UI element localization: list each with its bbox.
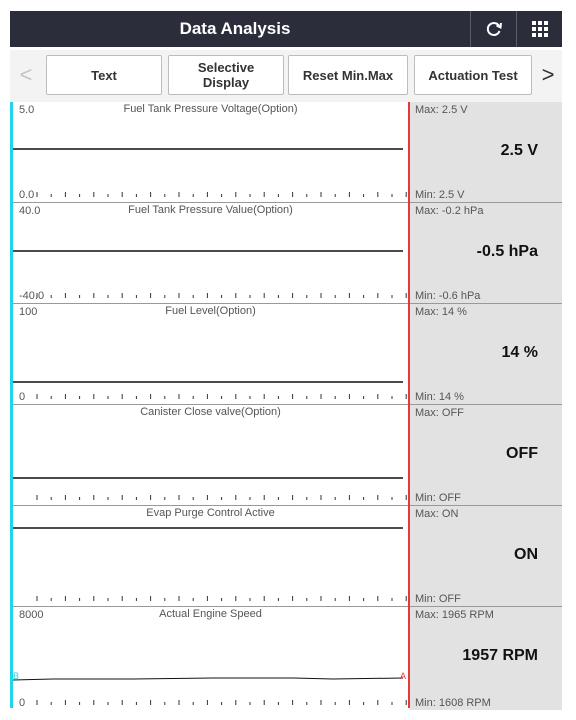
value-panel — [410, 102, 562, 202]
min-value: Min: 1608 RPM — [415, 697, 491, 709]
selective-display-label: Selective Display — [197, 60, 255, 90]
current-value: 14 % — [501, 344, 538, 361]
value-panel — [410, 506, 562, 606]
x-axis-ticks — [13, 494, 408, 500]
graph-line — [13, 405, 408, 505]
min-value: Min: 14 % — [415, 391, 464, 403]
graph-title: Fuel Tank Pressure Value(Option) — [128, 204, 293, 216]
scroll-left-button[interactable] — [12, 55, 40, 95]
min-value: Min: 2.5 V — [415, 189, 465, 201]
max-value: Max: OFF — [415, 407, 464, 419]
cursor-b-label: B — [13, 671, 20, 681]
graph-plot[interactable] — [13, 203, 408, 303]
graph-panel[interactable] — [10, 405, 562, 506]
graph-line — [13, 506, 408, 606]
refresh-icon — [484, 19, 504, 39]
cursor-a-label: A — [400, 671, 407, 681]
graph-plot[interactable] — [13, 405, 408, 505]
current-value: 2.5 V — [500, 142, 538, 159]
y-axis-min: -40.0 — [19, 290, 45, 302]
value-panel — [410, 203, 562, 303]
graph-plot[interactable] — [13, 304, 408, 404]
y-axis-max: 100 — [19, 306, 38, 318]
y-axis-max: 5.0 — [19, 104, 35, 116]
graph-plot[interactable] — [13, 102, 408, 202]
grid-menu-button[interactable] — [516, 11, 563, 47]
max-value: Max: ON — [415, 508, 459, 520]
x-axis-ticks — [13, 393, 408, 399]
value-panel — [410, 304, 562, 404]
graph-line — [13, 203, 408, 303]
x-axis-ticks — [13, 191, 408, 197]
graph-plot[interactable] — [13, 506, 408, 606]
current-value: -0.5 hPa — [476, 243, 538, 260]
page-title: Data Analysis — [179, 19, 291, 38]
graph-title: Actual Engine Speed — [159, 608, 262, 620]
graph-line — [13, 102, 408, 202]
graph-panel[interactable] — [10, 506, 562, 607]
cursor-b-line[interactable] — [10, 102, 13, 708]
value-panel — [410, 607, 562, 710]
x-axis-ticks — [13, 699, 408, 705]
graph-list[interactable] — [10, 102, 562, 710]
chevron-right-icon: > — [541, 62, 555, 87]
cursor-a-line[interactable] — [408, 102, 410, 708]
max-value: Max: 1965 RPM — [415, 609, 494, 621]
graph-title: Fuel Tank Pressure Voltage(Option) — [123, 103, 298, 115]
reset-min-max-button[interactable]: Reset Min.Max — [288, 55, 408, 95]
graph-panel[interactable] — [10, 203, 562, 304]
graph-title: Evap Purge Control Active — [146, 507, 275, 519]
min-value: Min: -0.6 hPa — [415, 290, 481, 302]
max-value: Max: -0.2 hPa — [415, 205, 484, 217]
graph-panel[interactable] — [10, 102, 562, 203]
current-value: OFF — [506, 445, 538, 462]
scroll-right-button[interactable] — [534, 55, 562, 95]
x-axis-ticks — [13, 292, 408, 298]
min-value: Min: OFF — [415, 593, 461, 605]
graph-title: Canister Close valve(Option) — [140, 406, 281, 418]
graph-plot[interactable] — [13, 607, 408, 710]
y-axis-max: 40.0 — [19, 205, 41, 217]
y-axis-min: 0.0 — [19, 189, 35, 201]
y-axis-max: 8000 — [19, 609, 44, 621]
refresh-button[interactable] — [470, 11, 517, 47]
grid-menu-icon — [531, 20, 549, 38]
max-value: Max: 2.5 V — [415, 104, 468, 116]
graph-title: Fuel Level(Option) — [165, 305, 256, 317]
title-bar — [10, 11, 562, 47]
current-value: 1957 RPM — [462, 647, 538, 664]
max-value: Max: 14 % — [415, 306, 467, 318]
y-axis-min: 0 — [19, 697, 26, 709]
value-panel — [410, 405, 562, 505]
toolbar — [10, 50, 562, 102]
y-axis-min: 0 — [19, 391, 26, 403]
graph-line — [13, 607, 408, 707]
actuation-test-button[interactable]: Actuation Test — [414, 55, 532, 95]
graph-panel[interactable] — [10, 607, 562, 710]
x-axis-ticks — [13, 595, 408, 601]
current-value: ON — [514, 546, 538, 563]
min-value: Min: OFF — [415, 492, 461, 504]
chevron-left-icon: < — [19, 62, 33, 87]
selective-display-button[interactable] — [168, 55, 284, 95]
text-button[interactable]: Text — [46, 55, 162, 95]
graph-line — [13, 304, 408, 404]
graph-panel[interactable] — [10, 304, 562, 405]
